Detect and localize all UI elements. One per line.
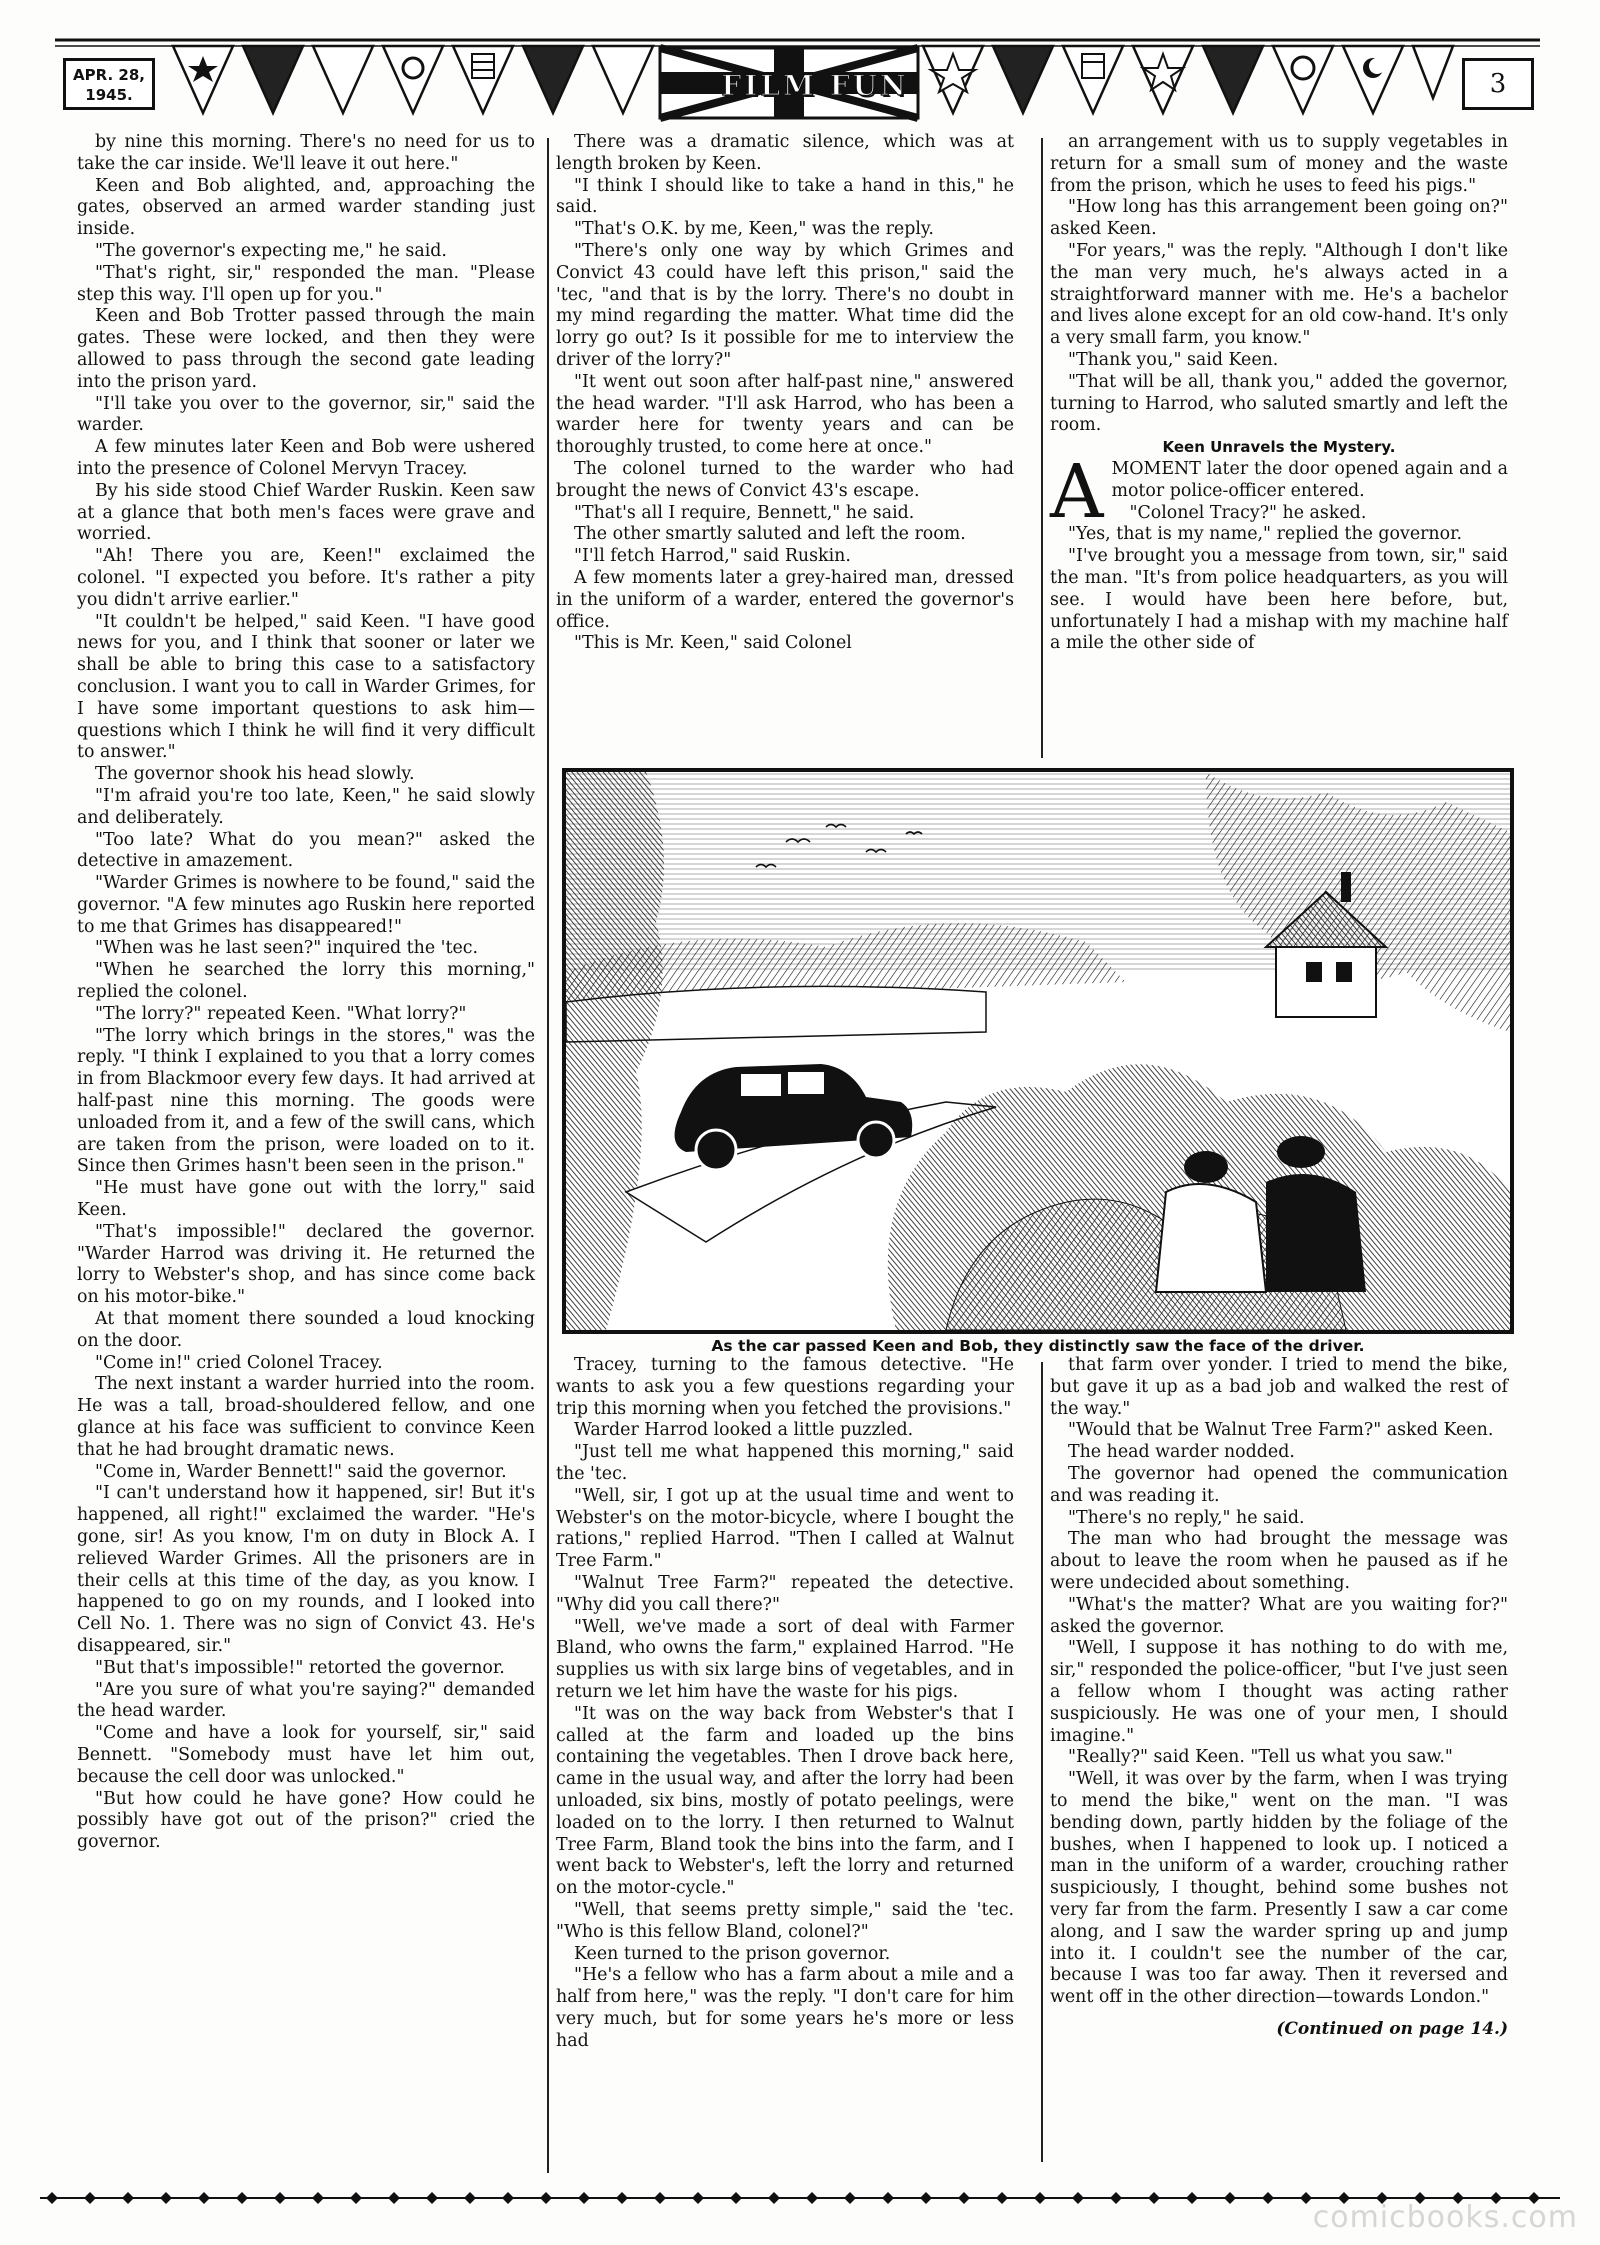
- continued-notice: (Continued on page 14.): [1276, 2018, 1508, 2039]
- border-diamond-icon: [616, 2192, 628, 2204]
- column-3-bottom-paragraph: "What's the matter? What are you waiting for?" asked the governor.: [1050, 1594, 1508, 1637]
- border-diamond-icon: [274, 2192, 286, 2204]
- border-diamond-icon: [578, 2192, 590, 2204]
- column-3-bottom-paragraph: "Would that be Walnut Tree Farm?" asked Keen.: [1068, 1420, 1494, 1441]
- column-3-bottom-paragraph: that farm over yonder. I tried to mend the bike, but gave it up as a bad job and walked the rest of the way.": [1050, 1355, 1508, 1419]
- border-diamond-icon: [654, 2192, 666, 2204]
- article-column-2-bottom: [556, 1355, 1014, 2165]
- column-1-paragraph: "The lorry which brings in the stores," was the reply. "I think I explained to you that a lorry comes in from Blackmoor every few days. It had arrived at half-past nine this morning. The goods were unloaded from it, and a few of the swill cans, which are taken from the prison, were loaded on to it. Since then Grimes hasn't been seen in the prison.": [77, 1025, 535, 1177]
- column-1-paragraph: "Ah! There you are, Keen!" exclaimed the colonel. "I expected you before. It's rather a pity you didn't arrive earlier.": [77, 546, 535, 610]
- column-2-top-paragraph: "That's O.K. by me, Keen," was the reply.: [574, 219, 934, 240]
- border-diamond-icon: [388, 2192, 400, 2204]
- column-1-paragraph: A few minutes later Keen and Bob were ushered into the presence of Colonel Mervyn Tracey.: [77, 437, 535, 479]
- column-3-after-dropcap-paragraph: "Colonel Tracy?" he asked.: [1129, 502, 1367, 523]
- column-1-paragraph: "It couldn't be helped," said Keen. "I have good news for you, and I think that sooner or later we shall be able to bring this case to a satisfactory conclusion. I want you to call in Warder Grimes, for I have some important questions to ask him—questions which I think he will find it very difficult to answer.": [77, 611, 535, 763]
- masthead: [55, 18, 1540, 133]
- column-1-paragraph: "Come in, Warder Bennett!" said the governor.: [95, 1461, 507, 1482]
- column-1-paragraph: At that moment there sounded a loud knocking on the door.: [77, 1309, 535, 1351]
- border-diamond-icon: [46, 2192, 58, 2204]
- column-2-top-paragraph: "That's all I require, Bennett," he said.: [574, 502, 915, 523]
- border-diamond-icon: [1072, 2192, 1084, 2204]
- column-2-top-paragraph: A few moments later a grey-haired man, dressed in the uniform of a warder, entered the governor's office.: [556, 567, 1014, 632]
- column-2-top-paragraph: "This is Mr. Keen," said Colonel: [574, 633, 852, 654]
- border-diamond-icon: [160, 2192, 172, 2204]
- article-column-3-top: [1050, 132, 1508, 757]
- border-diamond-icon: [1262, 2192, 1274, 2204]
- column-1-paragraph: "Come and have a look for yourself, sir," said Bennett. "Somebody must have let him out, because the cell door was unlocked.": [77, 1723, 535, 1787]
- column-1-paragraph: The governor shook his head slowly.: [95, 764, 415, 785]
- border-diamond-icon: [1034, 2192, 1046, 2204]
- issue-date: [63, 58, 155, 110]
- column-2-bottom-paragraph: Warder Harrod looked a little puzzled.: [574, 1420, 914, 1441]
- border-diamond-icon: [464, 2192, 476, 2204]
- column-1-paragraph: By his side stood Chief Warder Ruskin. Keen saw at a glance that both men's faces were grave and worried.: [77, 480, 535, 545]
- illustration-caption: As the car passed Keen and Bob, they distinctly saw the face of the driver.: [711, 1337, 1365, 1355]
- border-diamond-icon: [958, 2192, 970, 2204]
- publication-title: FILM FUN: [721, 69, 909, 102]
- border-diamond-icon: [198, 2192, 210, 2204]
- border-diamond-icon: [692, 2192, 704, 2204]
- column-1-paragraph: "That's impossible!" declared the governor. "Warder Harrod was driving it. He returned the lorry to Webster's shop, and has since come back on his motor-bike.": [77, 1221, 535, 1308]
- column-1-paragraph: "I'll take you over to the governor, sir," said the warder.: [77, 393, 535, 436]
- page-number: 3: [1462, 58, 1534, 110]
- column-2-bottom-paragraph: "Well, we've made a sort of deal with Farmer Bland, who owns the farm," explained Harrod. "He supplies us with six large bins of vegetables, and in return we let him have the waste for his pigs.: [556, 1616, 1014, 1702]
- column-2-top-paragraph: The colonel turned to the warder who had brought the news of Convict 43's escape.: [556, 458, 1014, 501]
- column-1-paragraph: by nine this morning. There's no need for us to take the car inside. We'll leave it out here.": [77, 132, 535, 174]
- border-diamond-icon: [996, 2192, 1008, 2204]
- article-column-1: [77, 132, 535, 2162]
- column-3-bottom-paragraph: "Well, I suppose it has nothing to do with me, sir," responded the police-officer, "but I've just seen a fellow whom I thought was acting rather suspiciously. He was one of your men, I should imagine.": [1050, 1638, 1508, 1746]
- column-1-paragraph: "I can't understand how it happened, sir! But it's happened, all right!" exclaimed the warder. "He's gone, sir! As you know, I'm on duty in Block A. I relieved Warder Grimes. All the prisoners are in their cells at this time of the day, as you know. I happened to go on my rounds, and I looked into Cell No. 1. There was no sign of Convict 43. He's disappeared, sir.": [77, 1483, 535, 1656]
- column-2-top-paragraph: "I think I should like to take a hand in this," he said.: [556, 175, 1014, 218]
- border-diamond-icon: [426, 2192, 438, 2204]
- column-1-paragraph: "The lorry?" repeated Keen. "What lorry?": [95, 1003, 467, 1024]
- column-1-paragraph: "When he searched the lorry this morning," replied the colonel.: [77, 960, 535, 1003]
- column-1-paragraph: Keen and Bob Trotter passed through the main gates. These were locked, and then they were allowed to pass through the second gate leading into the prison yard.: [77, 306, 535, 392]
- story-illustration: [562, 768, 1514, 1334]
- column-1-paragraph: "The governor's expecting me," he said.: [95, 240, 447, 261]
- border-diamond-icon: [84, 2192, 96, 2204]
- border-diamond-icon: [882, 2192, 894, 2204]
- column-1-paragraph: "He must have gone out with the lorry," said Keen.: [77, 1178, 535, 1221]
- column-3-bottom-paragraph: The governor had opened the communication and was reading it.: [1050, 1463, 1508, 1506]
- border-diamond-icon: [350, 2192, 362, 2204]
- column-3-after-dropcap-paragraph: "I've brought you a message from town, sir," said the man. "It's from police headquarters, as you will see. I would have been here before, but, unfortunately I had a mishap with my machine half a mile the other side of: [1050, 546, 1508, 654]
- border-diamond-icon: [920, 2192, 932, 2204]
- border-diamond-icon: [540, 2192, 552, 2204]
- column-2-top-paragraph: "It went out soon after half-past nine," answered the head warder. "I'll ask Harrod, who has been a warder here for twenty years and can be thoroughly trusted, to come here at once.": [556, 371, 1014, 458]
- column-1-paragraph: "I'm afraid you're too late, Keen," he said slowly and deliberately.: [77, 785, 535, 828]
- column-3-top-paragraph: "That will be all, thank you," added the governor, turning to Harrod, who saluted smartly and left the room.: [1050, 371, 1508, 436]
- column-1-paragraph: Keen and Bob alighted, and, approaching the gates, observed an armed warder standing just inside.: [77, 175, 535, 240]
- column-rule-left: [547, 138, 549, 2173]
- column-1-paragraph: "That's right, sir," responded the man. "Please step this way. I'll open up for you.": [77, 262, 535, 305]
- column-1-paragraph: "When was he last seen?" inquired the 'tec.: [95, 938, 479, 959]
- border-diamond-icon: [806, 2192, 818, 2204]
- border-diamond-icon: [1186, 2192, 1198, 2204]
- car-and-hiding-men-illustration-icon: [566, 772, 1510, 1330]
- column-2-bottom-paragraph: "It was on the way back from Webster's that I called at the farm and loaded up the bins containing the vegetables. Then I drove back here, came in the usual way, and after the lorry had been unloaded, six bins, mostly of potato peelings, were loaded on to the lorry. I then returned to Walnut Tree Farm, Bland took the bins into the farm, and I went back to Webster's, left the lorry and returned on the motor-cycle.": [556, 1703, 1014, 1899]
- watermark: comicbooks.com: [1312, 2200, 1578, 2235]
- column-2-bottom-paragraph: "Walnut Tree Farm?" repeated the detective. "Why did you call there?": [556, 1572, 1014, 1615]
- column-rule-right-top: [1041, 138, 1043, 758]
- column-2-bottom-paragraph: "Well, sir, I got up at the usual time and went to Webster's on the motor-bicycle, where I bought the rations," replied Harrod. "Then I called at Walnut Tree Farm.": [556, 1485, 1014, 1572]
- column-3-top-paragraph: "Thank you," said Keen.: [1068, 349, 1279, 370]
- column-2-bottom-paragraph: Tracey, turning to the famous detective. "He wants to ask you a few questions regarding your trip this morning when you fetched the provisions.": [556, 1355, 1014, 1419]
- column-rule-right-bottom: [1041, 1362, 1043, 2162]
- column-2-bottom-paragraph: "Just tell me what happened this morning," said the 'tec.: [556, 1442, 1014, 1484]
- border-diamond-icon: [312, 2192, 324, 2204]
- border-diamond-icon: [502, 2192, 514, 2204]
- border-diamond-icon: [122, 2192, 134, 2204]
- border-diamond-icon: [768, 2192, 780, 2204]
- column-2-bottom-paragraph: Keen turned to the prison governor.: [574, 1943, 891, 1964]
- border-diamond-icon: [844, 2192, 856, 2204]
- column-2-top-paragraph: The other smartly saluted and left the room.: [574, 524, 966, 545]
- border-diamond-icon: [1110, 2192, 1122, 2204]
- issue-date-line1: APR. 28,: [73, 66, 145, 84]
- dropcap-paragraph-text: MOMENT later the door opened again and a motor police-officer entered.: [1111, 458, 1508, 501]
- column-1-paragraph: "Come in!" cried Colonel Tracey.: [95, 1352, 383, 1373]
- article-column-3-bottom: [1050, 1355, 1508, 2165]
- column-3-bottom-paragraph: The head warder nodded.: [1068, 1442, 1295, 1463]
- column-2-top-paragraph: There was a dramatic silence, which was at length broken by Keen.: [556, 132, 1014, 174]
- column-3-after-dropcap-paragraph: "Yes, that is my name," replied the governor.: [1068, 524, 1463, 545]
- column-3-top-paragraph: "For years," was the reply. "Although I don't like the man very much, he's always acted in a straightforward manner with me. He's a bachelor and lives alone except for an old cow-hand. It's only a very small farm, you know.": [1050, 240, 1508, 349]
- column-3-bottom-paragraph: The man who had brought the message was about to leave the room when he paused as if he were undecided about something.: [1050, 1529, 1508, 1593]
- column-1-paragraph: "Are you sure of what you're saying?" demanded the head warder.: [77, 1679, 535, 1722]
- column-2-top-paragraph: "I'll fetch Harrod," said Ruskin.: [574, 546, 851, 567]
- border-diamond-icon: [730, 2192, 742, 2204]
- article-column-2-top: [556, 132, 1014, 757]
- border-diamond-icon: [236, 2192, 248, 2204]
- column-2-bottom-paragraph: "Well, that seems pretty simple," said the 'tec. "Who is this fellow Bland, colonel?": [556, 1899, 1014, 1942]
- column-3-top-paragraph: an arrangement with us to supply vegetables in return for a small sum of money and the waste from the prison, which he uses to feed his pigs.": [1050, 132, 1508, 196]
- column-1-paragraph: The next instant a warder hurried into the room. He was a tall, broad-shouldered fellow, and one glance at his face was sufficient to convince Keen that he had brought dramatic news.: [77, 1374, 535, 1460]
- column-3-bottom-paragraph: "There's no reply," he said.: [1068, 1507, 1305, 1528]
- column-3-bottom-paragraph: "Well, it was over by the farm, when I was trying to mend the bike," went on the man. "I was bending down, partly hidden by the foliage of the bushes, when I happened to look up. I noticed a man in the uniform of a warder, crouching rather suspiciously, I thought, behind some bushes not very far from the farm. Presently I saw a car come along, and I saw the warder spring up and jump into it. I couldn't see the number of the car, because I was too far away. Then it reversed and went off in the other direction—towards London.": [1050, 1769, 1508, 2008]
- column-2-top-paragraph: "There's only one way by which Grimes and Convict 43 could have left this prison," said the 'tec, "and that is by the lorry. There's no doubt in my mind regarding the matter. What time did the lorry go out? Is it possible for me to interview the driver of the lorry?": [556, 240, 1014, 370]
- dropcap-letter: A: [1050, 448, 1104, 535]
- column-1-paragraph: "Too late? What do you mean?" asked the detective in amazement.: [77, 829, 535, 872]
- issue-date-line2: 1945.: [85, 86, 133, 104]
- column-1-paragraph: "But how could he have gone? How could he possibly have got out of the prison?" cried the governor.: [77, 1788, 535, 1853]
- border-diamond-icon: [1224, 2192, 1236, 2204]
- column-3-bottom-paragraph: "Really?" said Keen. "Tell us what you saw.": [1068, 1747, 1453, 1768]
- column-3-top-paragraph: "How long has this arrangement been going on?" asked Keen.: [1050, 197, 1508, 240]
- column-1-paragraph: "But that's impossible!" retorted the governor.: [95, 1657, 505, 1678]
- border-diamond-icon: [1300, 2192, 1312, 2204]
- border-diamond-icon: [1148, 2192, 1160, 2204]
- column-2-bottom-paragraph: "He's a fellow who has a farm about a mile and a half from here," was the reply. "I don't care for him very much, but for some years he's more or less had: [556, 1965, 1014, 2051]
- section-subheading: Keen Unravels the Mystery.: [1162, 438, 1396, 457]
- column-1-paragraph: "Warder Grimes is nowhere to be found," said the governor. "A few minutes ago Ruskin here reported to me that Grimes has disappeared!": [77, 873, 535, 937]
